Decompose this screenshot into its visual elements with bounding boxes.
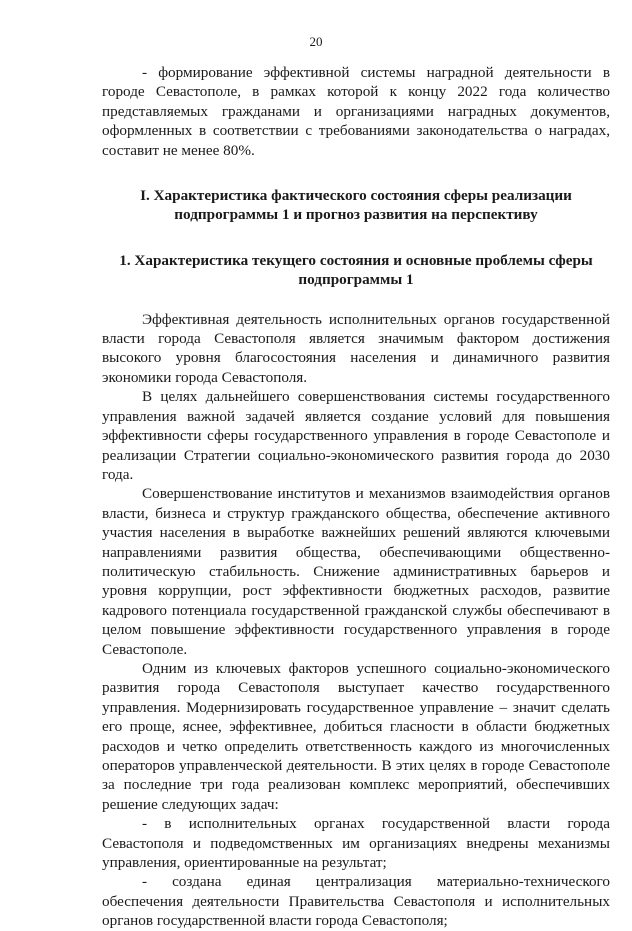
body-paragraph-2: В целях дальнейшего совершенствования системы государственного управления важной задачей является создание условий для повышения эффективности сферы государственного управления в городе Севастополе и реализации Стратегии социально-экономического развития города до 2030 года. <box>102 388 610 483</box>
body-paragraph-4: Одним из ключевых факторов успешного социально-экономического развития города Севастополя выступает качество государственного управления. Модернизировать государственное управление – значит сделать его проще, яснее, эффективнее, добиться гласности в области бюджетных расходов и четко определить ответственность каждого из многочисленных операторов управленческой деятельности. В этих целях в городе Севастополе за последние три года реализован комплекс мероприятий, обеспечивших решение следующих задач: <box>102 659 610 813</box>
subsection-heading: 1. Характеристика текущего состояния и основные проблемы сферы подпрограммы 1 <box>119 251 593 289</box>
body-paragraph-3: Совершенствование институтов и механизмов взаимодействия органов власти, бизнеса и структур гражданского общества, обеспечение активного участия населения в выработке важнейших решений являются ключевыми направлениями развития общества, обеспечивающими общественно-политическую стабильность. Снижение административных барьеров и уровня коррупции, рост эффективности бюджетных расходов, развитие кадрового потенциала государственной гражданской службы обеспечивают в целом повышение эффективности государственного управления в городе Севастополе. <box>102 485 610 658</box>
page-number: 20 <box>309 34 323 49</box>
page-content <box>102 63 610 931</box>
section-heading: I. Характеристика фактического состояния сферы реализации подпрограммы 1 и прогноз развития на перспективу <box>140 187 572 224</box>
list-item-2: - создана единая централизация материально-технического обеспечения деятельности Правительства Севастополя и исполнительных органов государственной власти города Севастополя; <box>102 873 610 930</box>
intro-paragraph: - формирование эффективной системы наградной деятельности в городе Севастополе, в рамках которой к концу 2022 года количество представляемых гражданами и организациями наградных документов, оформленных в соответствии с требованиями законодательства о наградах, составит не менее 80%. <box>102 64 610 159</box>
body-paragraph-1: Эффективная деятельность исполнительных органов государственной власти города Севастополя является значимым фактором достижения высокого уровня благосостояния населения и динамичного развития экономики города Севастополя. <box>102 310 610 386</box>
list-item-1: - в исполнительных органах государственной власти города Севастополя и подведомственных им организациях внедрены механизмы управления, ориентированные на результат; <box>102 815 610 872</box>
